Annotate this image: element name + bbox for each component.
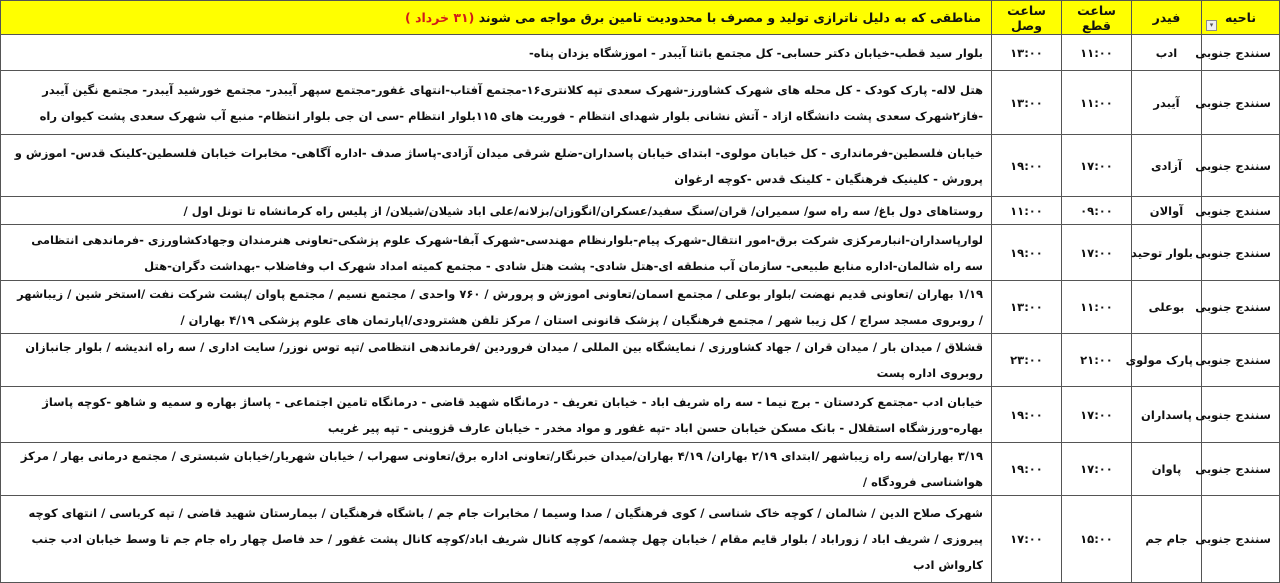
table-row (1, 197, 1280, 225)
connect-time-cell: ۱۳:۰۰ (992, 281, 1062, 334)
cut-time-cell: ۱۱:۰۰ (1062, 281, 1132, 334)
connect-time-cell: ۲۳:۰۰ (992, 334, 1062, 387)
feeder-cell: پاوان (1132, 443, 1202, 496)
filter-icon[interactable]: ▾ (1206, 20, 1217, 31)
header-feeder-label: فیدر (1152, 10, 1181, 25)
region-cell: سنندج جنوبی (1202, 71, 1280, 135)
areas-cell: خیابان ادب -مجتمع کردستان - برج نیما - سه راه شریف اباد - خیابان تعریف - درمانگاه شهید قاضی - درمانگاه تامین اجتماعی - پاساژ بهاره و سمیه و شاهو -کوچه پاساژ بهاره-ورزشگاه استقلال - بانک مسکن خیابان حسن اباد -تپه غفور و مواد مخدر - خیابان عارف قزوینی - تپه پیر غریب (1, 387, 992, 443)
cut-time-cell: ۱۵:۰۰ (1062, 496, 1132, 583)
areas-cell: ۳/۱۹ بهاران/سه راه زیباشهر /ابتدای ۲/۱۹ بهاران/ ۴/۱۹ بهاران/میدان خبرنگار/تعاونی اداره برق/تعاونی سهراب / خیابان شهریار/خیابان شبستری / مجتمع درمانی بهار / مرکز هواشناسی فرودگاه / (1, 443, 992, 496)
region-cell: سنندج جنوبی (1202, 135, 1280, 197)
table-row (1, 71, 1280, 135)
cut-time-cell: ۱۷:۰۰ (1062, 225, 1132, 281)
region-cell: سنندج جنوبی (1202, 281, 1280, 334)
feeder-cell: جام جم (1132, 496, 1202, 583)
table-row (1, 135, 1280, 197)
connect-time-cell: ۱۳:۰۰ (992, 35, 1062, 71)
areas-cell: لوارپاسداران-انبارمرکزی شرکت برق-امور انتقال-شهرک پیام-بلوارنظام مهندسی-شهرک آبفا-شهرک علوم پزشکی-تعاونی هنرمندان وجهادکشاورزی -فرماندهی انتظامی سه راه شالمان-اداره منابع طبیعی- سازمان آب منطقه ای-هتل شادی- پشت هتل شادی - مجتمع کمیته امداد شهرک اب وفاضلاب -بهداشت دگران-هتل (1, 225, 992, 281)
feeder-cell: پاسداران (1132, 387, 1202, 443)
feeder-cell: آیبدر (1132, 71, 1202, 135)
connect-time-cell: ۱۹:۰۰ (992, 225, 1062, 281)
header-cut-time-label: ساعت قطع (1077, 2, 1116, 33)
table-row (1, 225, 1280, 281)
connect-time-cell: ۱۹:۰۰ (992, 135, 1062, 197)
cut-time-cell: ۱۷:۰۰ (1062, 135, 1132, 197)
header-connect-time (992, 1, 1062, 35)
header-cut-time (1062, 1, 1132, 35)
connect-time-cell: ۱۱:۰۰ (992, 197, 1062, 225)
areas-cell: بلوار سید قطب-خیابان دکتر حسابی- کل مجتمع باتنا آیبدر - اموزشگاه یزدان پناه- (1, 35, 992, 71)
cut-time-cell: ۱۷:۰۰ (1062, 387, 1132, 443)
areas-cell: ۱/۱۹ بهاران /تعاونی قدیم نهضت /بلوار بوعلی / مجتمع اسمان/تعاونی اموزش و پرورش / ۷۶۰ واحدی / مجتمع نسیم / مجتمع پاوان /پشت شرکت نفت /استخر شین / زیباشهر / روبروی مسجد سراج / کل زیبا شهر / مجتمع فرهنگیان / پزشک قانونی استان / مرکز تلفن هشترودی/اپارتمان های علوم پزشکی ۴/۱۹ بهاران / (1, 281, 992, 334)
table-row (1, 281, 1280, 334)
table-row (1, 334, 1280, 387)
region-cell: سنندج جنوبی (1202, 35, 1280, 71)
cut-time-cell: ۱۱:۰۰ (1062, 35, 1132, 71)
region-cell: سنندج جنوبی (1202, 496, 1280, 583)
cut-time-cell: ۰۹:۰۰ (1062, 197, 1132, 225)
header-date: (۳۱ خرداد ) (405, 10, 475, 25)
cut-time-cell: ۱۷:۰۰ (1062, 443, 1132, 496)
cut-time-cell: ۲۱:۰۰ (1062, 334, 1132, 387)
areas-cell: خیابان فلسطین-فرمانداری - کل خیابان مولوی- ابتدای خیابان پاسداران-ضلع شرقی میدان آزادی-پاساژ صدف -اداره آگاهی- مخابرات خیابان فلسطین-کلینک قدس- اموزش و پرورش - کلینیک فرهنگیان - کلینک قدس -کوچه ارغوان (1, 135, 992, 197)
region-cell: سنندج جنوبی (1202, 387, 1280, 443)
cut-time-cell: ۱۱:۰۰ (1062, 71, 1132, 135)
table-row (1, 35, 1280, 71)
header-region[interactable] (1202, 1, 1280, 35)
region-cell: سنندج جنوبی (1202, 197, 1280, 225)
header-connect-time-label: ساعت وصل (1007, 2, 1046, 33)
table-row (1, 387, 1280, 443)
areas-cell: روستاهای دول باغ/ سه راه سو/ سمیران/ قران/سنگ سفید/عسکران/انگوزان/بزلانه/علی اباد شیلان/شیلان/ از پلیس راه کرمانشاه تا تونل اول / (1, 197, 992, 225)
connect-time-cell: ۱۹:۰۰ (992, 387, 1062, 443)
feeder-cell: آزادی (1132, 135, 1202, 197)
header-feeder (1132, 1, 1202, 35)
table-row (1, 443, 1280, 496)
header-areas-title: مناطقی که به دلیل ناترازی تولید و مصرف با محدودیت تامین برق مواجه می شوند (478, 10, 981, 25)
areas-cell: قشلاق / میدان بار / میدان قران / جهاد کشاورزی / نمایشگاه بین المللی / میدان فروردین /فرماندهی انتظامی /تپه توس نوزر/ سایت اداری / سه راه اندیشه / بلوار جانبازان روبروی اداره پست (1, 334, 992, 387)
connect-time-cell: ۱۷:۰۰ (992, 496, 1062, 583)
feeder-cell: آوالان (1132, 197, 1202, 225)
areas-cell: هتل لاله- پارک کودک - کل محله های شهرک کشاورز-شهرک سعدی تپه کلانتری۱۶-مجتمع آفتاب-انتهای غفور-مجتمع سپهر آیبدر- مجتمع خورشید آیبدر- مجتمع نگین آیبدر -فاز۲شهرک سعدی پشت دانشگاه ازاد - آتش نشانی بلوار شهدای انتظام - فوریت های ۱۱۵بلوار انتظام -سی ان جی بلوار انتظام- منبع آب شهرک سعدی پشت کیوان راه (1, 71, 992, 135)
feeder-cell: ادب (1132, 35, 1202, 71)
table-row (1, 496, 1280, 583)
feeder-cell: بوعلی (1132, 281, 1202, 334)
region-cell: سنندج جنوبی (1202, 443, 1280, 496)
region-cell: سنندج جنوبی (1202, 334, 1280, 387)
connect-time-cell: ۱۹:۰۰ (992, 443, 1062, 496)
areas-cell: شهرک صلاح الدین / شالمان / کوچه خاک شناسی / کوی فرهنگیان / صدا وسیما / مخابرات جام جم / باشگاه فرهنگیان / بیمارستان شهید قاضی / تپه کرباسی / انتهای کوچه پیروزی / شریف اباد / زوراباد / بلوار قایم مقام / خیابان چهل چشمه/ کوچه کانال شریف اباد/کوچه کانال پشت غفور / حد فاصل چهار راه جام جم تا وسط خیابان ادب جنب کارواش ادب (1, 496, 992, 583)
feeder-cell: پارک مولوی (1132, 334, 1202, 387)
header-areas (1, 1, 992, 35)
feeder-cell: بلوار توحید (1132, 225, 1202, 281)
header-row (1, 1, 1280, 35)
region-cell: سنندج جنوبی (1202, 225, 1280, 281)
header-region-label: ناحیه (1224, 10, 1257, 25)
connect-time-cell: ۱۳:۰۰ (992, 71, 1062, 135)
